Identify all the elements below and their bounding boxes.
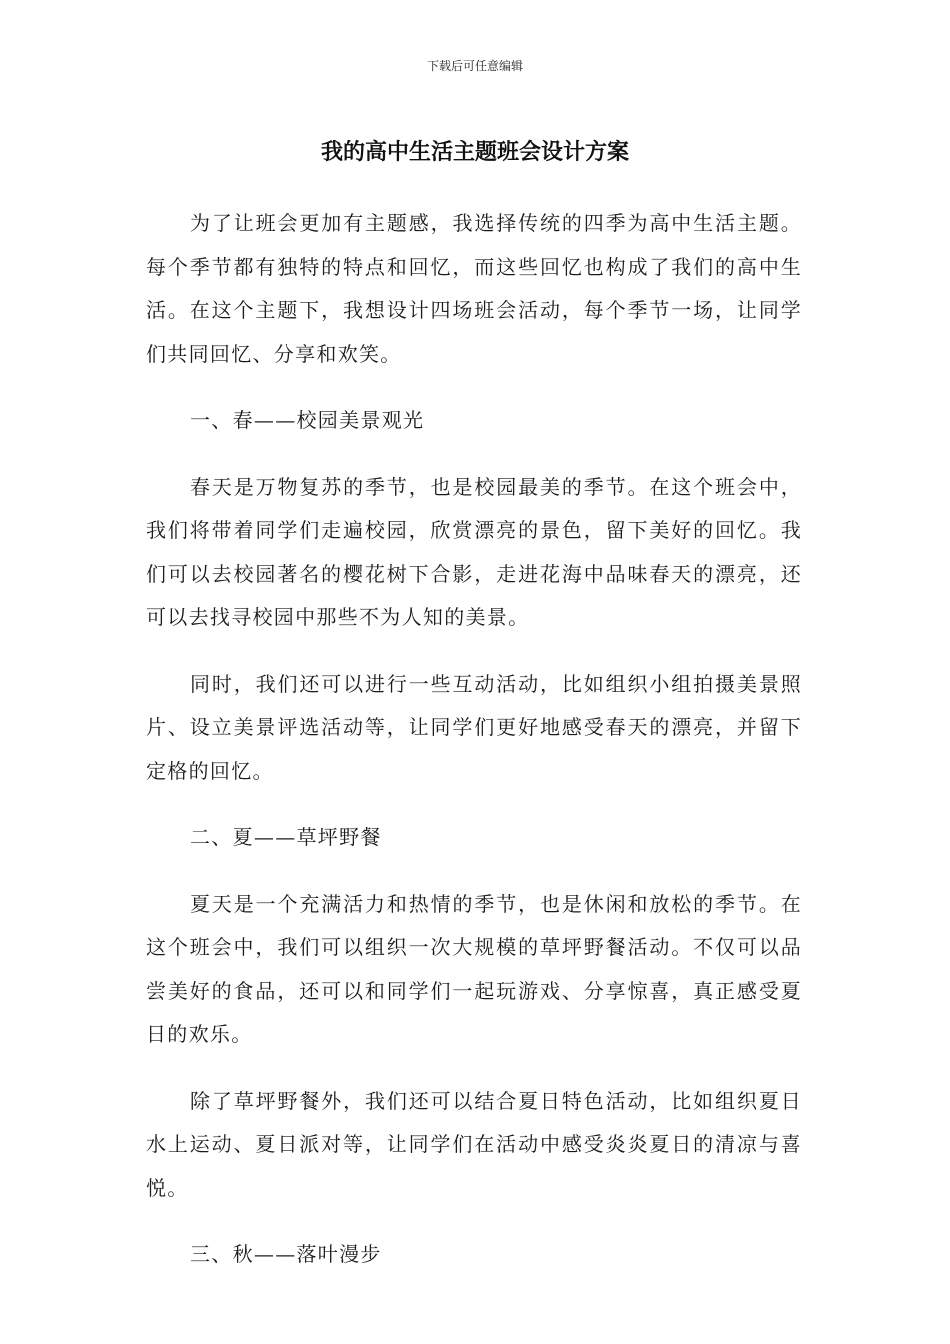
section-heading-summer: 二、夏——草坪野餐 [190,825,382,849]
document-title: 我的高中生活主题班会设计方案 [320,140,629,165]
section-heading-spring: 一、春——校园美景观光 [190,408,425,432]
document-body [146,202,802,1300]
summer-paragraph-2: 除了草坪野餐外，我们还可以结合夏日特色活动，比如组织夏日水上运动、夏日派对等，让同学们在活动中感受炎炎夏日的清凉与喜悦。 [146,1088,802,1200]
page-header-note: 下载后可任意编辑 [426,59,523,73]
intro-paragraph: 为了让班会更加有主题感，我选择传统的四季为高中生活主题。每个季节都有独特的特点和回忆，而这些回忆也构成了我们的高中生活。在这个主题下，我想设计四场班会活动，每个季节一场，让同学们共同回忆、分享和欢笑。 [146,211,802,366]
summer-paragraph-1: 夏天是一个充满活力和热情的季节，也是休闲和放松的季节。在这个班会中，我们可以组织一次大规模的草坪野餐活动。不仅可以品尝美好的食品，还可以和同学们一起玩游戏、分享惊喜，真正感受夏日的欢乐。 [146,891,802,1046]
section-heading-autumn: 三、秋——落叶漫步 [190,1242,382,1266]
spring-paragraph-2: 同时，我们还可以进行一些互动活动，比如组织小组拍摄美景照片、设立美景评选活动等，让同学们更好地感受春天的漂亮，并留下定格的回忆。 [146,671,802,783]
spring-paragraph-1: 春天是万物复苏的季节，也是校园最美的季节。在这个班会中，我们将带着同学们走遍校园，欣赏漂亮的景色，留下美好的回忆。我们可以去校园著名的樱花树下合影，走进花海中品味春天的漂亮，还可以去找寻校园中那些不为人知的美景。 [146,474,802,629]
